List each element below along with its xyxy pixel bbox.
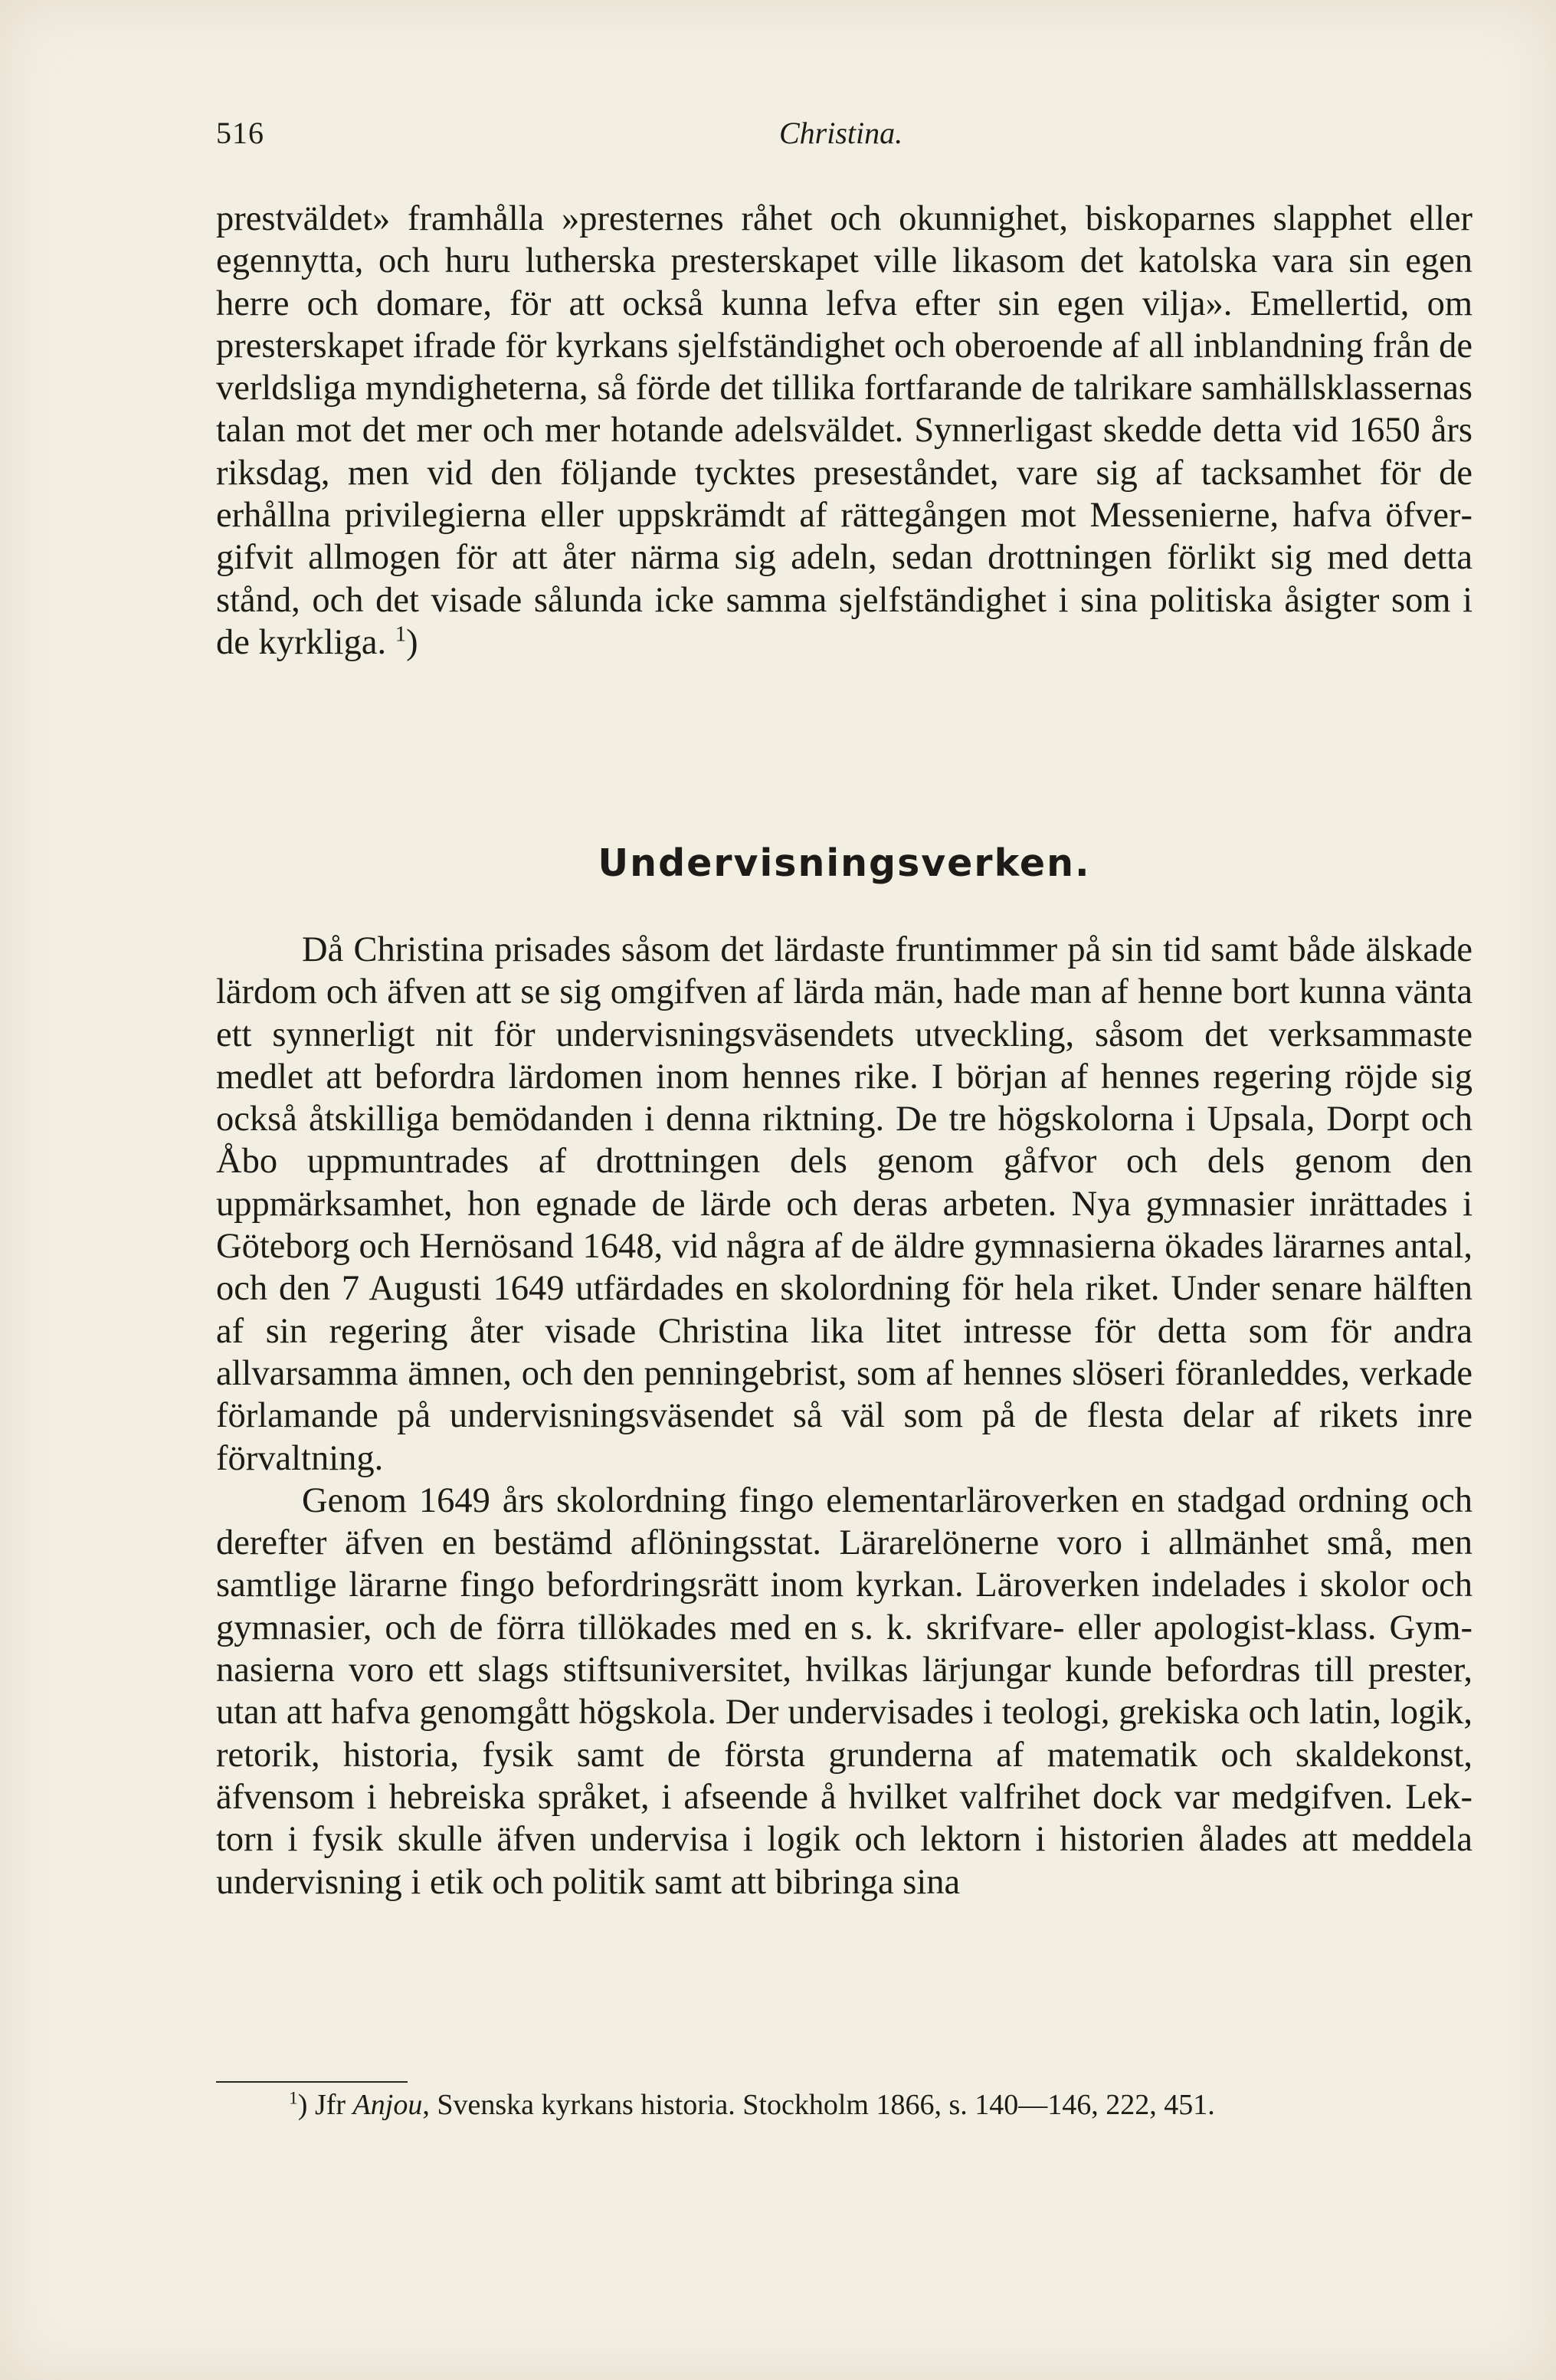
footnote-reference[interactable]: 1 bbox=[395, 621, 407, 647]
paragraph-text: prestväldet» framhålla »presternes råhet och okunnighet, biskoparnes slapphet eller egennytta, och huru lutherska presterskapet ville likasom det katolska vara sin egen herre och domare, för att också kunna lefva efter sin egen vilja». Emellertid, om presterskapet ifrade för kyrkans sjelfständighet och oberoende af all inblandning från de verldsliga myndigheterna, så förde det tillika fortfarande de talrikare samhällsklassernas talan mot det mer och mer hotande adelsväldet. Synnerligast skedde detta vid 1650 års riksdag, men vid den följande tycktes preseståndet, vare sig af tacksamhet för de erhållna privilegierna eller uppskrämdt af rättegången mot Messenierne, hafva öfvergifvit allmogen för att åter närma sig adeln, sedan drottningen förlikt sig med detta stånd, och det visade sålunda icke samma sjelfständighet i sina politiska åsigter som i de kyrkliga. bbox=[216, 199, 1472, 662]
running-title: Christina. bbox=[779, 116, 903, 150]
page-number: 516 bbox=[216, 116, 264, 150]
footnote bbox=[216, 2088, 1472, 2122]
footnote-text bbox=[216, 2088, 1472, 2122]
footnote-citation: , Svenska kyrkans historia. Stockholm 1866, s. 140—146, 222, 451. bbox=[422, 2089, 1215, 2121]
body-text-top bbox=[216, 198, 1472, 664]
footnote-author: Anjou bbox=[352, 2089, 423, 2121]
footnote-marker: 1 bbox=[289, 2088, 298, 2109]
paragraph: Då Christina prisades såsom det lärdaste fruntimmer på sin tid samt både älskade lärdom och äfven att se sig omgifven af lärda män, hade man af henne bort kunna vänta ett synnerligt nit för undervisningsväsendets utveckling, såsom det verksammaste medlet att befordra lärdomen inom hennes rike. I början af hennes regering röjde sig också åtskilliga bemödanden i denna riktning. De tre högskolorna i Upsala, Dorpt och Åbo uppmuntrades af drottningen dels genom gåfvor och dels genom den uppmärksamhet, hon egnade de lärde och deras arbeten. Nya gymnasier inrättades i Göteborg och Hernösand 1648, vid några af de äldre gymnasierna ökades lärarnes antal, och den 7 Augusti 1649 utfärdades en skolordning för hela riket. Under senare hälften af sin regering åter visade Christina lika litet intresse för detta som för andra allvarsamma ämnen, och den penningebrist, som af hennes slöseri föranleddes, verkade förlamande på undervisningsväsendet så väl som på de flesta delar af rikets inre förvaltning. bbox=[216, 930, 1472, 1478]
footnote-marker-suffix: ) bbox=[297, 2089, 308, 2121]
running-head bbox=[216, 115, 1472, 169]
body-text-section bbox=[216, 929, 1472, 1903]
footnote-reference-suffix: ) bbox=[406, 622, 418, 662]
section-heading: Undervisningsverken. bbox=[598, 841, 1091, 885]
footnote-prefix: Jfr bbox=[314, 2089, 346, 2121]
footnote-divider bbox=[216, 2081, 408, 2083]
paragraph: Genom 1649 års skolordning fingo elementarläroverken en stadgad ordning och derefter äfven en bestämd aflöningsstat. Lärarelönerne voro i allmänhet små, men samtlige lärarne fingo befordringsrätt inom kyrkan. Läroverken indelades i skolor och gymnasier, och de förra tillökades med en s. k. skrifvare- eller apologist-klass. Gymnasierna voro ett slags stiftsuniversitet, hvilkas lärjungar kunde befordras till prester, utan att hafva genomgått högskola. Der undervisades i teologi, grekiska och latin, logik, retorik, historia, fysik samt de första grunderna af matematik och skaldekonst, äfvensom i hebreiska språket, i afseende å hvilket valfrihet dock var medgifven. Lektorn i fysik skulle äfven undervisa i logik och lektorn i historien ålades att meddela undervisning i etik och politik samt att bibringa sina bbox=[216, 1480, 1472, 1902]
paragraph bbox=[216, 198, 1472, 664]
